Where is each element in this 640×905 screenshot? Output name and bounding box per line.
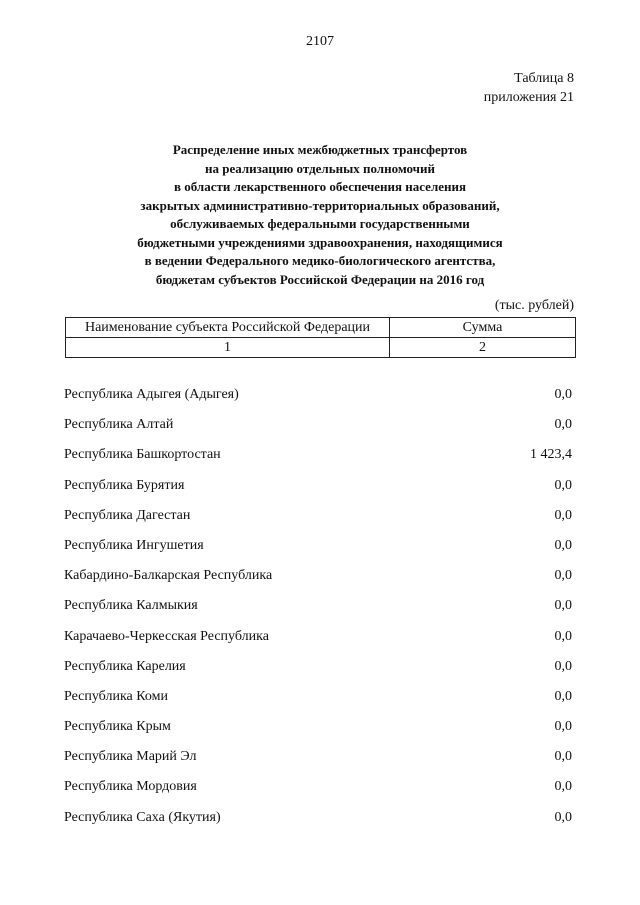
region-name: Республика Алтай xyxy=(64,417,174,433)
region-amount: 0,0 xyxy=(554,688,572,704)
region-name: Республика Ингушетия xyxy=(64,537,204,553)
region-name: Республика Калмыкия xyxy=(64,598,198,614)
region-amount: 0,0 xyxy=(554,417,572,433)
region-amount: 0,0 xyxy=(554,658,572,674)
region-amount: 0,0 xyxy=(554,537,572,553)
data-list xyxy=(64,385,572,838)
table-reference-line-1: Таблица 8 xyxy=(514,71,574,86)
header-number-row xyxy=(66,338,576,358)
title-line: Распределение иных межбюджетных трансфертов xyxy=(172,142,468,157)
region-amount: 1 423,4 xyxy=(530,447,572,463)
title-line: в области лекарственного обеспечения населения xyxy=(173,179,467,194)
column-header-amount: Сумма xyxy=(390,318,576,338)
table-reference xyxy=(484,69,574,107)
table-row xyxy=(64,627,572,657)
region-amount: 0,0 xyxy=(554,749,572,765)
table-row xyxy=(64,476,572,506)
title-line: бюджетными учреждениями здравоохранения, находящимися xyxy=(137,234,503,250)
region-amount: 0,0 xyxy=(554,387,572,402)
region-amount: 0,0 xyxy=(554,477,572,493)
table-row xyxy=(64,536,572,566)
column-number-1: 1 xyxy=(66,338,390,358)
region-amount: 0,0 xyxy=(554,719,572,735)
region-amount: 0,0 xyxy=(554,507,572,523)
table-row xyxy=(64,566,572,596)
title-line: на реализацию отдельных полномочий xyxy=(205,160,435,176)
region-name: Республика Карелия xyxy=(64,658,186,674)
table-row xyxy=(64,687,572,717)
region-amount: 0,0 xyxy=(554,568,572,584)
table-row xyxy=(64,415,572,445)
region-name: Республика Адыгея (Адыгея) xyxy=(64,387,239,402)
title-line: в ведении Федерального медико-биологического агентства, xyxy=(144,253,496,268)
table-row xyxy=(64,445,572,475)
table-row xyxy=(64,777,572,807)
table-reference-line-2: приложения 21 xyxy=(483,90,574,105)
table-row xyxy=(64,596,572,626)
region-name: Республика Бурятия xyxy=(64,477,185,493)
table-row xyxy=(64,747,572,777)
header-row xyxy=(66,318,576,338)
column-header-name: Наименование субъекта Российской Федерации xyxy=(66,318,390,338)
region-name: Республика Марий Эл xyxy=(64,749,197,765)
title-line: бюджетам субъектов Российской Федерации на 2016 год xyxy=(155,271,485,287)
column-number-2: 2 xyxy=(390,338,576,358)
table-row xyxy=(64,657,572,687)
title-line: закрытых административно-территориальных образований, xyxy=(140,197,500,213)
table-row xyxy=(64,808,572,838)
region-name: Республика Мордовия xyxy=(64,779,197,795)
page-number: 2107 xyxy=(306,34,334,49)
document-title xyxy=(0,141,640,289)
table-row xyxy=(64,506,572,536)
region-amount: 0,0 xyxy=(554,779,572,795)
table-header xyxy=(65,317,576,358)
region-name: Карачаево-Черкесская Республика xyxy=(64,628,269,644)
table-row xyxy=(64,717,572,747)
region-amount: 0,0 xyxy=(554,628,572,644)
region-name: Кабардино-Балкарская Республика xyxy=(64,568,273,584)
region-name: Республика Саха (Якутия) xyxy=(64,809,221,825)
region-name: Республика Крым xyxy=(64,719,171,735)
title-line: обслуживаемых федеральными государственными xyxy=(170,216,470,231)
region-name: Республика Коми xyxy=(64,688,168,704)
region-name: Республика Дагестан xyxy=(64,507,191,523)
table-row xyxy=(64,385,572,415)
region-name: Республика Башкортостан xyxy=(64,447,221,463)
region-amount: 0,0 xyxy=(554,598,572,614)
units-label: (тыс. рублей) xyxy=(494,298,574,313)
region-amount: 0,0 xyxy=(554,809,572,825)
